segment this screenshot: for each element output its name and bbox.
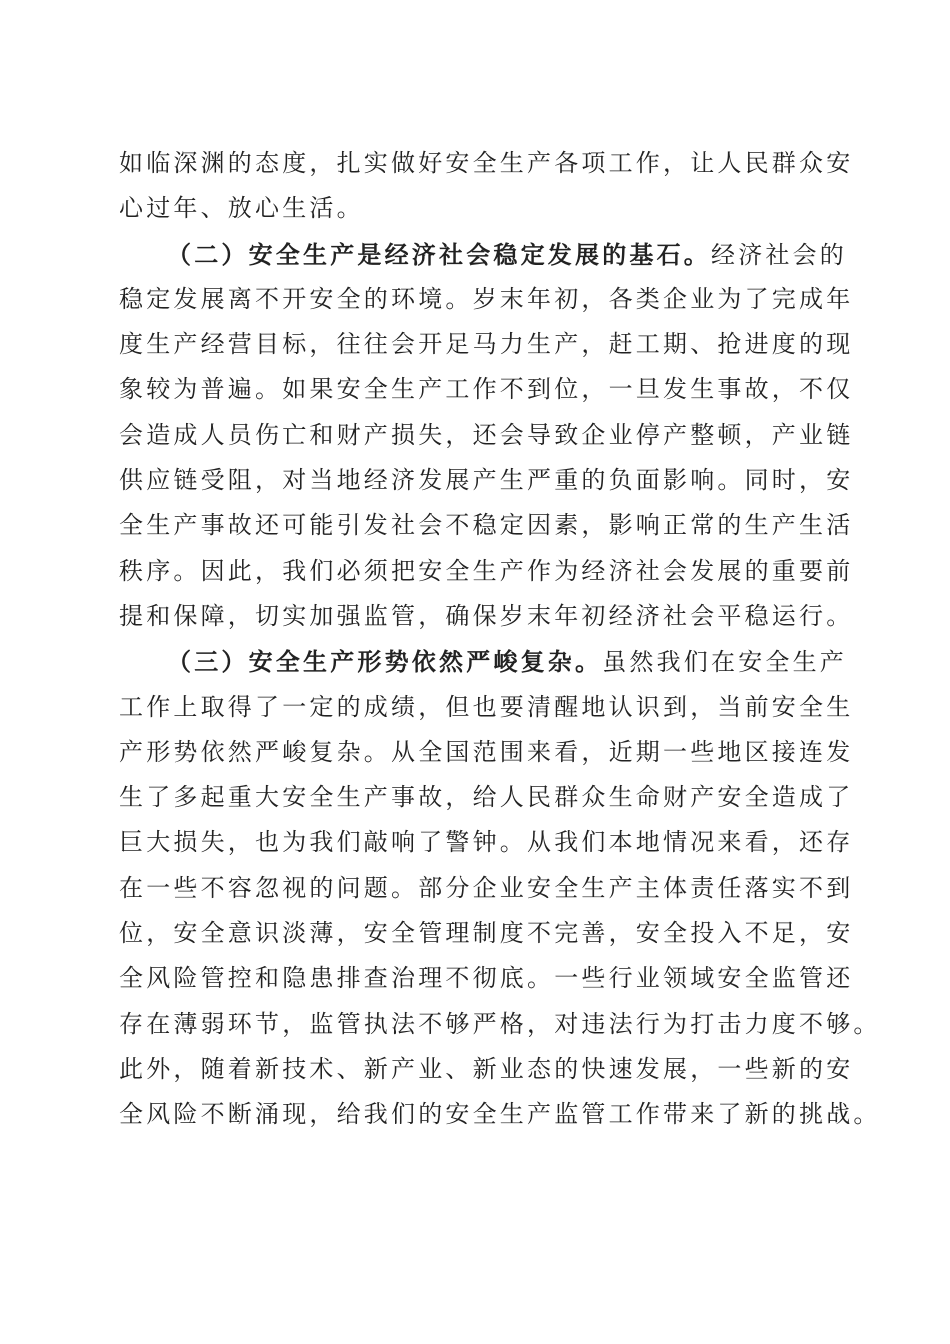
document-body (119, 141, 881, 1138)
paragraph-2-line: 会造成人员伤亡和财产损失，还会导致企业停产整顿，产业链 (119, 420, 854, 449)
paragraph-3-first-line (119, 639, 848, 684)
paragraph-3-line: 生了多起重大安全生产事故，给人民群众生命财产安全造成了 (119, 783, 854, 812)
paragraph-3-line: 全风险不断涌现，给我们的安全生产监管工作带来了新的挑战。 (119, 1100, 881, 1129)
paragraph-3-line: 工作上取得了一定的成绩，但也要清醒地认识到，当前安全生 (119, 692, 854, 721)
paragraph-2-line: 供应链受阻，对当地经济发展产生严重的负面影响。同时，安 (119, 466, 854, 495)
paragraph-1-line: 心过年、放心生活。 (119, 194, 364, 223)
paragraph-3 (119, 639, 881, 1137)
paragraph-2-line: 度生产经营目标，往往会开足马力生产，赶工期、抢进度的现 (119, 330, 854, 359)
paragraph-2-line: 秩序。因此，我们必须把安全生产作为经济社会发展的重要前 (119, 556, 854, 585)
paragraph-1-line: 如临深渊的态度，扎实做好安全生产各项工作，让人民群众安 (119, 149, 854, 177)
paragraph-3-line: 位，安全意识淡薄，安全管理制度不完善，安全投入不足，安 (119, 919, 854, 948)
paragraph-2-heading: （二）安全生产是经济社会稳定发展的基石。 (167, 239, 711, 269)
paragraph-2-line: 象较为普遍。如果安全生产工作不到位，一旦发生事故，不仅 (119, 375, 854, 404)
paragraph-3-line: 此外，随着新技术、新产业、新业态的快速发展，一些新的安 (119, 1054, 854, 1083)
paragraph-3-line: 在一些不容忽视的问题。部分企业安全生产主体责任落实不到 (119, 873, 854, 902)
paragraph-2-first-line (119, 232, 847, 277)
paragraph-1 (119, 141, 854, 232)
paragraph-3-first-line-text: 虽然我们在安全生产 (602, 648, 848, 677)
paragraph-2-line: 提和保障，切实加强监管，确保岁末年初经济社会平稳运行。 (119, 601, 854, 630)
paragraph-2 (119, 232, 854, 640)
paragraph-3-line: 产形势依然严峻复杂。从全国范围来看，近期一些地区接连发 (119, 737, 854, 766)
paragraph-2-line: 稳定发展离不开安全的环境。岁末年初，各类企业为了完成年 (119, 284, 854, 313)
paragraph-3-line: 全风险管控和隐患排查治理不彻底。一些行业领域安全监管还 (119, 964, 854, 993)
paragraph-2-first-line-text: 经济社会的 (711, 240, 847, 269)
paragraph-3-heading: （三）安全生产形势依然严峻复杂。 (167, 647, 603, 677)
paragraph-2-line: 全生产事故还可能引发社会不稳定因素，影响正常的生产生活 (119, 511, 854, 540)
paragraph-3-line: 存在薄弱环节，监管执法不够严格，对违法行为打击力度不够。 (119, 1009, 881, 1038)
paragraph-3-line: 巨大损失，也为我们敲响了警钟。从我们本地情况来看，还存 (119, 828, 854, 857)
